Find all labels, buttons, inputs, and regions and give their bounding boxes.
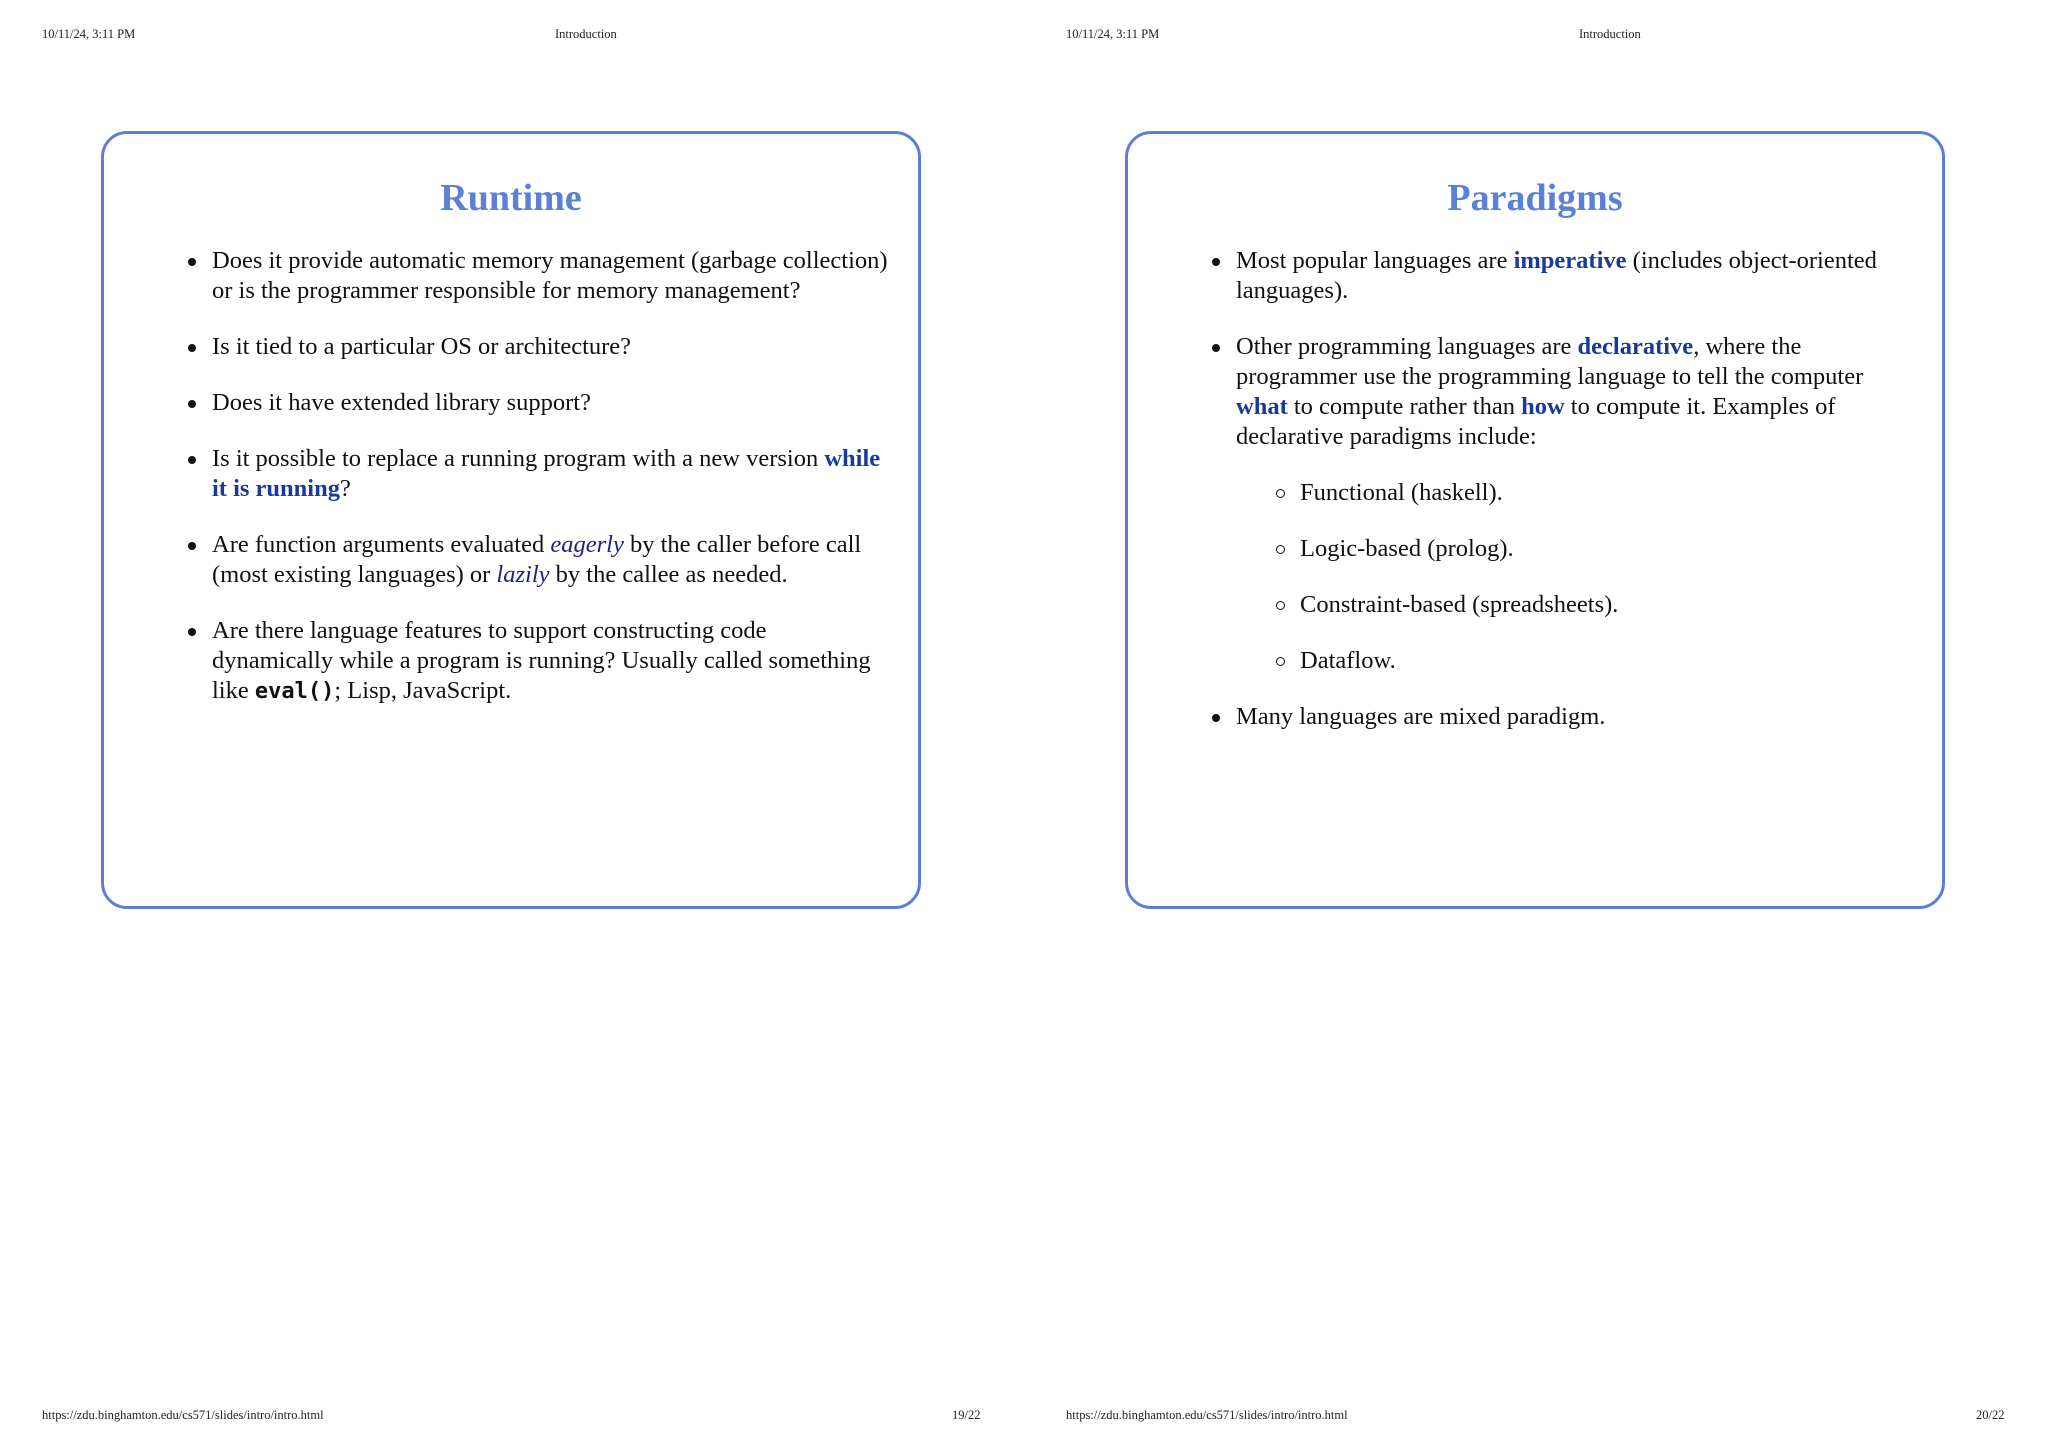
bullet-text: Does it provide automatic memory management (garbage collection) or is the programmer responsible for memory management? — [212, 247, 888, 304]
bullet-text: (includes object-oriented languages). — [1236, 247, 1877, 304]
bullet-item — [1236, 702, 1916, 732]
bullet-list — [1208, 246, 1916, 758]
print-date: 10/11/24, 3:11 PM — [1066, 27, 1160, 41]
bullet-item — [212, 332, 892, 362]
print-doc-title: Introduction — [1579, 27, 1641, 41]
slide-title: Paradigms — [1447, 177, 1623, 219]
slide-paradigms — [1125, 131, 1945, 909]
bullet-item — [212, 444, 892, 504]
bullet-text: to compute rather than — [1287, 393, 1522, 420]
sub-bullet-list — [1236, 478, 1916, 676]
print-date: 10/11/24, 3:11 PM — [42, 27, 136, 41]
sub-bullet-item: Constraint-based (spreadsheets). — [1300, 590, 1916, 620]
bullet-text: Many languages are mixed paradigm. — [1236, 703, 1606, 730]
keyword: while it is running — [212, 445, 881, 502]
bullet-item — [1236, 246, 1916, 306]
bullet-text: by the caller before call (most existing languages) or — [212, 531, 862, 588]
bullet-text: Other programming languages are — [1236, 333, 1578, 360]
print-page-number: 19/22 — [952, 1408, 981, 1422]
emphasis-term: lazily — [496, 561, 550, 588]
keyword: how — [1521, 393, 1565, 420]
sub-bullet-item: Logic-based (prolog). — [1300, 534, 1916, 564]
slide-runtime — [101, 131, 921, 909]
keyword: declarative — [1577, 333, 1694, 360]
bullet-item — [212, 530, 892, 590]
bullet-item — [212, 388, 892, 418]
bullet-text: to compute it. Examples of declarative paradigms include: — [1236, 393, 1836, 450]
sub-bullet-item: Functional (haskell). — [1300, 478, 1916, 508]
bullet-text: ; Lisp, JavaScript. — [334, 677, 512, 704]
bullet-item — [1236, 332, 1916, 676]
bullet-text: ? — [340, 475, 351, 502]
sub-bullet-item: Dataflow. — [1300, 646, 1916, 676]
keyword: imperative — [1513, 247, 1627, 274]
bullet-item — [212, 246, 892, 306]
bullet-text: Is it possible to replace a running program with a new version — [212, 445, 825, 472]
bullet-text: Most popular languages are — [1236, 247, 1514, 274]
print-page-number: 20/22 — [1976, 1408, 2005, 1422]
code-snippet: eval() — [254, 679, 335, 704]
bullet-text: Are there language features to support constructing code dynamically while a program is running? Usually called something like — [212, 617, 871, 704]
emphasis-term: eagerly — [550, 531, 624, 558]
bullet-text: Does it have extended library support? — [212, 389, 591, 416]
print-url: https://zdu.binghamton.edu/cs571/slides/intro/intro.html — [1066, 1408, 1348, 1422]
print-doc-title: Introduction — [555, 27, 617, 41]
bullet-item — [212, 616, 892, 707]
slide-title: Runtime — [440, 177, 582, 219]
bullet-text: by the callee as needed. — [549, 561, 788, 588]
bullet-text: Is it tied to a particular OS or architecture? — [212, 333, 632, 360]
bullet-text: , where the programmer use the programming language to tell the computer — [1236, 333, 1864, 390]
bullet-list — [184, 246, 892, 733]
print-page-20 — [1024, 0, 2048, 1447]
bullet-text: Are function arguments evaluated — [212, 531, 551, 558]
print-url: https://zdu.binghamton.edu/cs571/slides/intro/intro.html — [42, 1408, 324, 1422]
keyword: what — [1236, 393, 1288, 420]
